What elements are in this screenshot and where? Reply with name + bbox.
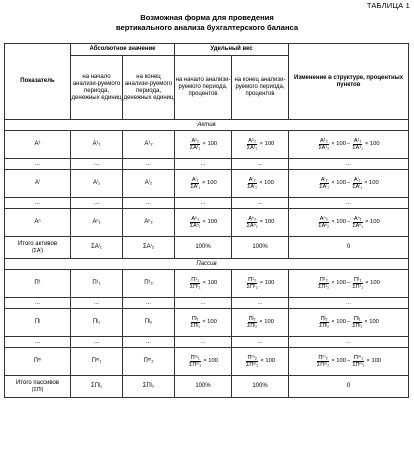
change-expression <box>346 200 351 207</box>
fraction-denominator: ΣПᵐ₁ <box>352 362 365 369</box>
fraction-numerator: Aⁿ₁ <box>191 215 199 222</box>
abs-end-cell: Aⁿ₂ <box>123 209 175 237</box>
share-begin-cell <box>175 170 232 198</box>
fraction-denominator: ΣA¹₂ <box>246 145 258 152</box>
share-expression <box>201 200 206 207</box>
total-share-begin: 100% <box>175 237 232 259</box>
title-line-1: Возможная форма для проведения <box>140 13 274 22</box>
dots-value: ... <box>257 338 263 345</box>
fraction <box>317 216 330 230</box>
share-begin-cell <box>175 270 232 298</box>
header-share-end: на конец анализи-руемого периода, процентов <box>232 56 289 120</box>
share-expression <box>246 177 274 191</box>
fraction-denominator: ΣПᵐ₁ <box>189 362 202 369</box>
fraction-numerator: П¹₁ <box>191 276 200 283</box>
dots-value: ... <box>200 160 206 167</box>
fraction <box>246 177 258 191</box>
times-hundred: × 100 <box>202 280 218 286</box>
share-end-cell <box>232 131 289 159</box>
total-label: Итого пассивов <box>16 380 59 386</box>
minus-sign: − <box>346 280 351 286</box>
fraction-numerator: A¹₁ <box>191 137 199 144</box>
share-expression <box>258 300 263 307</box>
indicator-cell: Aⁱ <box>5 170 71 198</box>
times-hundred: × 100 <box>202 219 218 225</box>
times-hundred: × 100 <box>259 319 274 325</box>
fraction-numerator: Aⁿ₂ <box>248 215 257 222</box>
indicator-cell: ... <box>5 298 71 309</box>
change-expression <box>318 177 378 191</box>
share-expression <box>188 355 218 369</box>
share-begin-cell <box>175 337 232 348</box>
share-expression <box>245 355 275 369</box>
fraction-denominator: ΣП¹₂ <box>318 284 330 291</box>
dots-value: ... <box>346 338 351 345</box>
total-abs-begin: ΣПʲ₁ <box>71 376 123 398</box>
change-cell <box>289 198 409 209</box>
abs-end-cell: Aⁱ₂ <box>123 170 175 198</box>
section-assets: Актив <box>5 120 409 131</box>
total-abs-end: ΣПʲ₂ <box>123 376 175 398</box>
fraction-numerator: П¹₂ <box>319 276 328 283</box>
share-expression <box>246 316 274 330</box>
times-hundred: × 100 <box>364 180 379 186</box>
abs-begin-cell: Пʲ₁ <box>71 309 123 337</box>
fraction-numerator: Aⁱ₁ <box>191 176 199 183</box>
fraction-numerator: Пᵐ₂ <box>318 354 328 361</box>
share-expression <box>201 339 206 346</box>
change-cell <box>289 337 409 348</box>
fraction <box>351 177 363 191</box>
fraction <box>351 138 364 152</box>
abs-begin-cell: A¹₁ <box>71 131 123 159</box>
change-cell <box>289 170 409 198</box>
title-line-2: вертикального анализа бухгалтерского баланса <box>115 22 299 32</box>
fraction-denominator: ΣAⁿ₂ <box>318 223 330 230</box>
fraction-denominator: ΣA¹₁ <box>189 145 201 152</box>
times-hundred: × 100 <box>365 219 380 225</box>
fraction-numerator: A¹₁ <box>353 137 362 144</box>
fraction-denominator: ΣПʲ₂ <box>247 323 258 330</box>
times-hundred: × 100 <box>259 180 274 186</box>
share-end-cell <box>232 209 289 237</box>
fraction-denominator: ΣПᵐ₂ <box>316 362 330 369</box>
abs-begin-cell: ... <box>71 159 123 170</box>
fraction <box>188 355 202 369</box>
fraction-numerator: Aⁱ₁ <box>353 176 361 183</box>
fraction-numerator: Aⁿ₁ <box>353 215 362 222</box>
change-cell <box>289 209 409 237</box>
change-cell <box>289 159 409 170</box>
times-hundred: × 100 <box>259 280 275 286</box>
change-cell <box>289 131 409 159</box>
fraction-numerator: A¹₂ <box>319 137 328 144</box>
fraction-denominator: ΣAⁿ₁ <box>352 223 364 230</box>
fraction-denominator: ΣП¹₁ <box>352 284 364 291</box>
header-absolute: Абсолютное значение <box>71 44 175 56</box>
total-label-sum: (ΣПʲ) <box>31 387 44 393</box>
fraction <box>189 316 201 330</box>
total-row <box>5 376 409 398</box>
table-row <box>5 309 409 337</box>
fraction <box>189 177 201 191</box>
fraction-numerator: Пᵐ₂ <box>247 354 257 361</box>
share-begin-cell <box>175 348 232 376</box>
fraction <box>318 177 330 191</box>
times-hundred: × 100 <box>202 319 217 325</box>
abs-begin-cell: Пᵐ₁ <box>71 348 123 376</box>
share-expression <box>258 161 263 168</box>
indicator-cell: ... <box>5 198 71 209</box>
change-cell <box>289 348 409 376</box>
abs-begin-cell: Aⁱ₁ <box>71 170 123 198</box>
fraction-denominator: ΣA¹₁ <box>352 145 363 152</box>
change-cell <box>289 298 409 309</box>
fraction <box>317 277 330 291</box>
share-begin-cell <box>175 159 232 170</box>
table-number: ТАБЛИЦА 1 <box>366 1 410 10</box>
change-expression <box>318 316 379 330</box>
section-liabilities: Пассив <box>5 259 409 270</box>
times-hundred: × 100 <box>202 180 217 186</box>
assets-body <box>5 120 409 259</box>
fraction <box>189 138 202 152</box>
minus-sign: − <box>346 180 351 186</box>
times-hundred: × 100 <box>331 319 346 325</box>
change-expression <box>346 300 351 307</box>
fraction-denominator: ΣAⁿ₂ <box>246 223 258 230</box>
table-row <box>5 131 409 159</box>
total-share-end: 100% <box>232 237 289 259</box>
fraction-denominator: ΣA¹₂ <box>318 145 330 152</box>
times-hundred: × 100 <box>259 141 275 147</box>
dots-value: ... <box>200 338 206 345</box>
fraction <box>316 355 330 369</box>
fraction-denominator: ΣAⁱ₁ <box>352 184 363 191</box>
dots-value: ... <box>257 199 263 206</box>
abs-begin-cell: Aⁿ₁ <box>71 209 123 237</box>
abs-begin-cell: ... <box>71 337 123 348</box>
table-row <box>5 337 409 348</box>
fraction <box>317 138 330 152</box>
total-abs-begin: ΣAⁱ₁ <box>71 237 123 259</box>
abs-end-cell: ... <box>123 298 175 309</box>
fraction-denominator: ΣAⁱ₂ <box>247 184 258 191</box>
fraction <box>351 277 364 291</box>
share-end-cell <box>232 309 289 337</box>
total-share-end: 100% <box>232 376 289 398</box>
share-begin-cell <box>175 209 232 237</box>
fraction-numerator: Aⁿ₂ <box>319 215 328 222</box>
times-hundred: × 100 <box>364 141 380 147</box>
abs-begin-cell: ... <box>71 198 123 209</box>
times-hundred: × 100 <box>203 358 218 364</box>
table-row <box>5 198 409 209</box>
analysis-table <box>4 43 409 398</box>
times-hundred: × 100 <box>331 219 346 225</box>
share-expression <box>246 216 275 230</box>
abs-end-cell: A¹₂ <box>123 131 175 159</box>
dots-value: ... <box>346 299 351 306</box>
share-expression <box>246 138 275 152</box>
abs-begin-cell: ... <box>71 298 123 309</box>
share-end-cell <box>232 198 289 209</box>
share-expression <box>189 316 217 330</box>
share-expression <box>258 200 263 207</box>
share-expression <box>189 138 217 152</box>
fraction <box>246 138 259 152</box>
table-row <box>5 170 409 198</box>
dots-value: ... <box>346 160 351 167</box>
share-end-cell <box>232 337 289 348</box>
share-expression <box>246 277 275 291</box>
share-expression <box>189 216 217 230</box>
fraction <box>351 355 365 369</box>
table-title <box>0 13 414 32</box>
share-begin-cell <box>175 309 232 337</box>
fraction <box>351 316 363 330</box>
minus-sign: − <box>346 219 351 225</box>
fraction <box>245 355 259 369</box>
share-end-cell <box>232 170 289 198</box>
abs-end-cell: Пᵐ₂ <box>123 348 175 376</box>
fraction-denominator: ΣAⁱ₁ <box>190 184 201 191</box>
share-end-cell <box>232 348 289 376</box>
fraction-numerator: Пʲ₁ <box>191 315 199 322</box>
indicator-cell: ... <box>5 337 71 348</box>
total-label-sum: (ΣAⁱ) <box>31 248 44 254</box>
dots-value: ... <box>200 199 206 206</box>
share-expression <box>201 161 206 168</box>
share-end-cell <box>232 159 289 170</box>
share-begin-cell <box>175 198 232 209</box>
dots-value: ... <box>257 299 263 306</box>
fraction-denominator: ΣП¹₂ <box>246 284 258 291</box>
minus-sign: − <box>346 141 351 147</box>
share-expression <box>189 177 216 191</box>
share-end-cell <box>232 270 289 298</box>
change-cell <box>289 270 409 298</box>
times-hundred: × 100 <box>260 358 276 364</box>
fraction <box>318 316 330 330</box>
fraction-denominator: ΣПʲ₂ <box>319 323 330 330</box>
fraction <box>246 316 258 330</box>
indicator-cell: Пʲ <box>5 309 71 337</box>
header-abs-end: на конец анализи-руемого периода, денежных единиц <box>123 56 175 120</box>
header-abs-begin: на начало анализи-руемого периода, денежных единиц <box>71 56 123 120</box>
times-hundred: × 100 <box>259 219 275 225</box>
dots-value: ... <box>257 160 263 167</box>
indicator-cell: A¹ <box>5 131 71 159</box>
indicator-cell: ... <box>5 159 71 170</box>
share-begin-cell <box>175 131 232 159</box>
table-row <box>5 159 409 170</box>
change-expression <box>346 339 351 346</box>
fraction-numerator: Пʲ₂ <box>320 315 328 322</box>
fraction-numerator: Aⁱ₂ <box>248 176 256 183</box>
total-change: 0 <box>289 376 409 398</box>
change-cell <box>289 309 409 337</box>
fraction-numerator: П¹₁ <box>353 276 362 283</box>
total-label-cell <box>5 376 71 398</box>
times-hundred: × 100 <box>331 358 346 364</box>
indicator-cell: Aⁿ <box>5 209 71 237</box>
fraction-numerator: Пᵐ₁ <box>353 354 363 361</box>
total-label-cell <box>5 237 71 259</box>
total-share-begin: 100% <box>175 376 232 398</box>
abs-end-cell: ... <box>123 337 175 348</box>
liabilities-body <box>5 259 409 398</box>
fraction-denominator: ΣПʲ₁ <box>190 323 201 330</box>
abs-end-cell: ... <box>123 159 175 170</box>
indicator-cell: П¹ <box>5 270 71 298</box>
times-hundred: × 100 <box>364 319 379 325</box>
header-indicator: Показатель <box>5 44 71 120</box>
header-change: Изменение в структуре, процентных пунктов <box>289 44 409 120</box>
table-row <box>5 298 409 309</box>
fraction-numerator: Пᵐ₁ <box>190 354 200 361</box>
minus-sign: − <box>346 319 351 325</box>
fraction-numerator: П¹₂ <box>248 276 257 283</box>
share-end-cell <box>232 298 289 309</box>
fraction-numerator: Пʲ₂ <box>248 315 256 322</box>
times-hundred: × 100 <box>331 280 346 286</box>
table-row <box>5 209 409 237</box>
abs-begin-cell: П¹₁ <box>71 270 123 298</box>
change-expression <box>346 161 351 168</box>
table-row <box>5 348 409 376</box>
total-row <box>5 237 409 259</box>
fraction <box>246 277 259 291</box>
dots-value: ... <box>200 299 206 306</box>
dots-value: ... <box>346 199 351 206</box>
fraction-denominator: ΣПᵐ₂ <box>245 362 259 369</box>
fraction-numerator: Пʲ₁ <box>353 315 361 322</box>
fraction-denominator: ΣAⁱ₂ <box>319 184 330 191</box>
fraction-numerator: A¹₂ <box>248 137 257 144</box>
total-change: 0 <box>289 237 409 259</box>
total-abs-end: ΣAⁱ₂ <box>123 237 175 259</box>
total-label: Итого активов <box>17 241 58 247</box>
times-hundred: × 100 <box>366 358 382 364</box>
change-expression <box>317 138 379 152</box>
share-expression <box>258 339 263 346</box>
times-hundred: × 100 <box>365 280 380 286</box>
times-hundred: × 100 <box>331 180 346 186</box>
indicator-cell: Пᵐ <box>5 348 71 376</box>
abs-end-cell: Пʲ₂ <box>123 309 175 337</box>
fraction <box>189 277 202 291</box>
abs-end-cell: ... <box>123 198 175 209</box>
fraction-denominator: ΣП¹₁ <box>189 284 201 291</box>
fraction-denominator: ΣAⁿ₁ <box>189 223 201 230</box>
times-hundred: × 100 <box>331 141 346 147</box>
fraction-numerator: Aⁱ₂ <box>320 176 328 183</box>
share-expression <box>201 300 206 307</box>
abs-end-cell: П¹₂ <box>123 270 175 298</box>
fraction <box>351 216 364 230</box>
change-expression <box>317 277 380 291</box>
fraction-denominator: ΣПʲ₁ <box>352 323 363 330</box>
minus-sign: − <box>346 358 351 364</box>
change-expression <box>316 355 381 369</box>
fraction <box>246 216 259 230</box>
change-expression <box>317 216 379 230</box>
fraction <box>189 216 202 230</box>
table-row <box>5 270 409 298</box>
share-begin-cell <box>175 298 232 309</box>
header-share: Удельный вес <box>175 44 289 56</box>
share-expression <box>189 277 218 291</box>
times-hundred: × 100 <box>202 141 218 147</box>
header-share-begin: на начало анализи-руемого периода, процентов <box>175 56 232 120</box>
